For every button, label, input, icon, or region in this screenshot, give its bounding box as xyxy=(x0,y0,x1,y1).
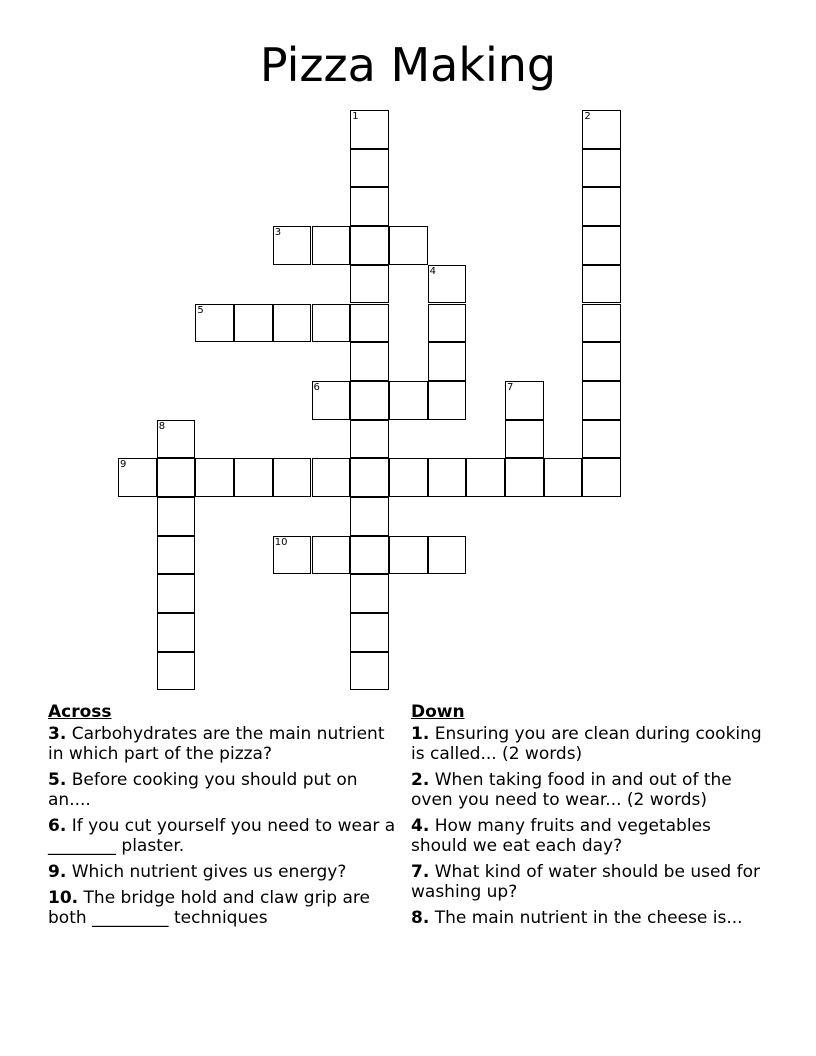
grid-cell[interactable] xyxy=(582,381,621,420)
grid-cell[interactable] xyxy=(505,458,544,497)
grid-cell-number: 9 xyxy=(120,459,127,471)
grid-cell[interactable] xyxy=(544,458,583,497)
grid-cell[interactable] xyxy=(312,381,351,420)
grid-cell[interactable] xyxy=(157,613,196,652)
across-clues xyxy=(48,700,403,934)
clue-down-7: 7. What kind of water should be used for washing up? xyxy=(411,862,760,902)
clue-across-3: 3. Carbohydrates are the main nutrient in which part of the pizza? xyxy=(48,724,385,764)
grid-cell[interactable] xyxy=(195,304,234,343)
grid-cell-number: 4 xyxy=(429,265,436,277)
clue-across-10: 10. The bridge hold and claw grip are both _________ techniques xyxy=(48,888,370,928)
grid-cell[interactable] xyxy=(582,149,621,188)
grid-cell[interactable] xyxy=(350,265,389,304)
grid-cell[interactable] xyxy=(273,226,312,265)
grid-cell[interactable] xyxy=(157,458,196,497)
grid-cell[interactable] xyxy=(350,652,389,691)
grid-cell-number: 5 xyxy=(197,304,204,316)
grid-cell[interactable] xyxy=(312,226,351,265)
grid-cell-number: 10 xyxy=(274,536,288,548)
grid-cell[interactable] xyxy=(428,304,467,343)
down-clues xyxy=(411,700,766,934)
grid-cell-number: 8 xyxy=(158,420,166,432)
clue-across-9: 9. Which nutrient gives us energy? xyxy=(48,862,347,882)
grid-cell[interactable] xyxy=(350,381,389,420)
grid-cell[interactable] xyxy=(428,342,467,381)
clue-down-2: 2. When taking food in and out of the oven you need to wear... (2 words) xyxy=(411,770,732,810)
down-heading: Down xyxy=(411,702,465,722)
grid-cell[interactable] xyxy=(389,536,428,575)
puzzle-title: Pizza Making xyxy=(259,38,557,92)
clue-down-8: 8. The main nutrient in the cheese is... xyxy=(411,908,743,928)
grid-cell[interactable] xyxy=(428,265,467,304)
grid-cell-number: 3 xyxy=(274,227,282,239)
grid-cell[interactable] xyxy=(582,420,621,459)
grid-cell[interactable] xyxy=(582,226,621,265)
grid-cell[interactable] xyxy=(582,342,621,381)
grid-cell[interactable] xyxy=(389,381,428,420)
clue-across-6: 6. If you cut yourself you need to wear a ________ plaster. xyxy=(48,816,396,856)
grid-cell[interactable] xyxy=(273,536,312,575)
grid-cell[interactable] xyxy=(428,458,467,497)
grid-cell[interactable] xyxy=(350,187,389,226)
grid-cell[interactable] xyxy=(350,110,389,149)
grid-cell[interactable] xyxy=(312,304,351,343)
grid-cell[interactable] xyxy=(582,458,621,497)
grid-cell[interactable] xyxy=(505,381,544,420)
grid-cell[interactable] xyxy=(428,536,467,575)
grid-cell[interactable] xyxy=(312,458,351,497)
grid-cell[interactable] xyxy=(195,458,234,497)
grid-cell[interactable] xyxy=(350,149,389,188)
grid-cell[interactable] xyxy=(234,304,273,343)
grid-cell[interactable] xyxy=(118,458,157,497)
grid-cell[interactable] xyxy=(350,613,389,652)
grid-cell[interactable] xyxy=(582,304,621,343)
grid-cell[interactable] xyxy=(157,420,196,459)
grid-cell[interactable] xyxy=(350,420,389,459)
grid-cell[interactable] xyxy=(234,458,273,497)
grid-cell[interactable] xyxy=(389,458,428,497)
grid-cell-number: 1 xyxy=(352,111,359,122)
grid-cell-number: 2 xyxy=(584,111,591,122)
grid-cell[interactable] xyxy=(350,458,389,497)
grid-cell[interactable] xyxy=(157,652,196,691)
grid-cell[interactable] xyxy=(273,304,312,343)
grid-cell[interactable] xyxy=(466,458,505,497)
grid-cell[interactable] xyxy=(582,187,621,226)
grid-cell[interactable] xyxy=(273,458,312,497)
grid-cell[interactable] xyxy=(428,381,467,420)
grid-cell[interactable] xyxy=(350,497,389,536)
grid-cell-number: 6 xyxy=(313,381,320,393)
grid-cell[interactable] xyxy=(350,574,389,613)
grid-cell[interactable] xyxy=(389,226,428,265)
grid-cell[interactable] xyxy=(350,536,389,575)
grid-cell[interactable] xyxy=(582,265,621,304)
clue-across-5: 5. Before cooking you should put on an.... xyxy=(48,770,358,810)
clue-down-1: 1. Ensuring you are clean during cooking is called... (2 words) xyxy=(411,724,762,764)
grid-cell[interactable] xyxy=(582,110,621,149)
grid-cell[interactable] xyxy=(350,226,389,265)
clue-down-4: 4. How many fruits and vegetables should we eat each day? xyxy=(411,816,711,856)
grid-cell[interactable] xyxy=(350,304,389,343)
grid-cell[interactable] xyxy=(505,420,544,459)
grid-cell[interactable] xyxy=(312,536,351,575)
across-heading: Across xyxy=(48,702,112,722)
grid-cell[interactable] xyxy=(157,497,196,536)
grid-cell-number: 7 xyxy=(507,381,514,393)
grid-cell[interactable] xyxy=(157,536,196,575)
grid-cell[interactable] xyxy=(350,342,389,381)
grid-cell[interactable] xyxy=(157,574,196,613)
